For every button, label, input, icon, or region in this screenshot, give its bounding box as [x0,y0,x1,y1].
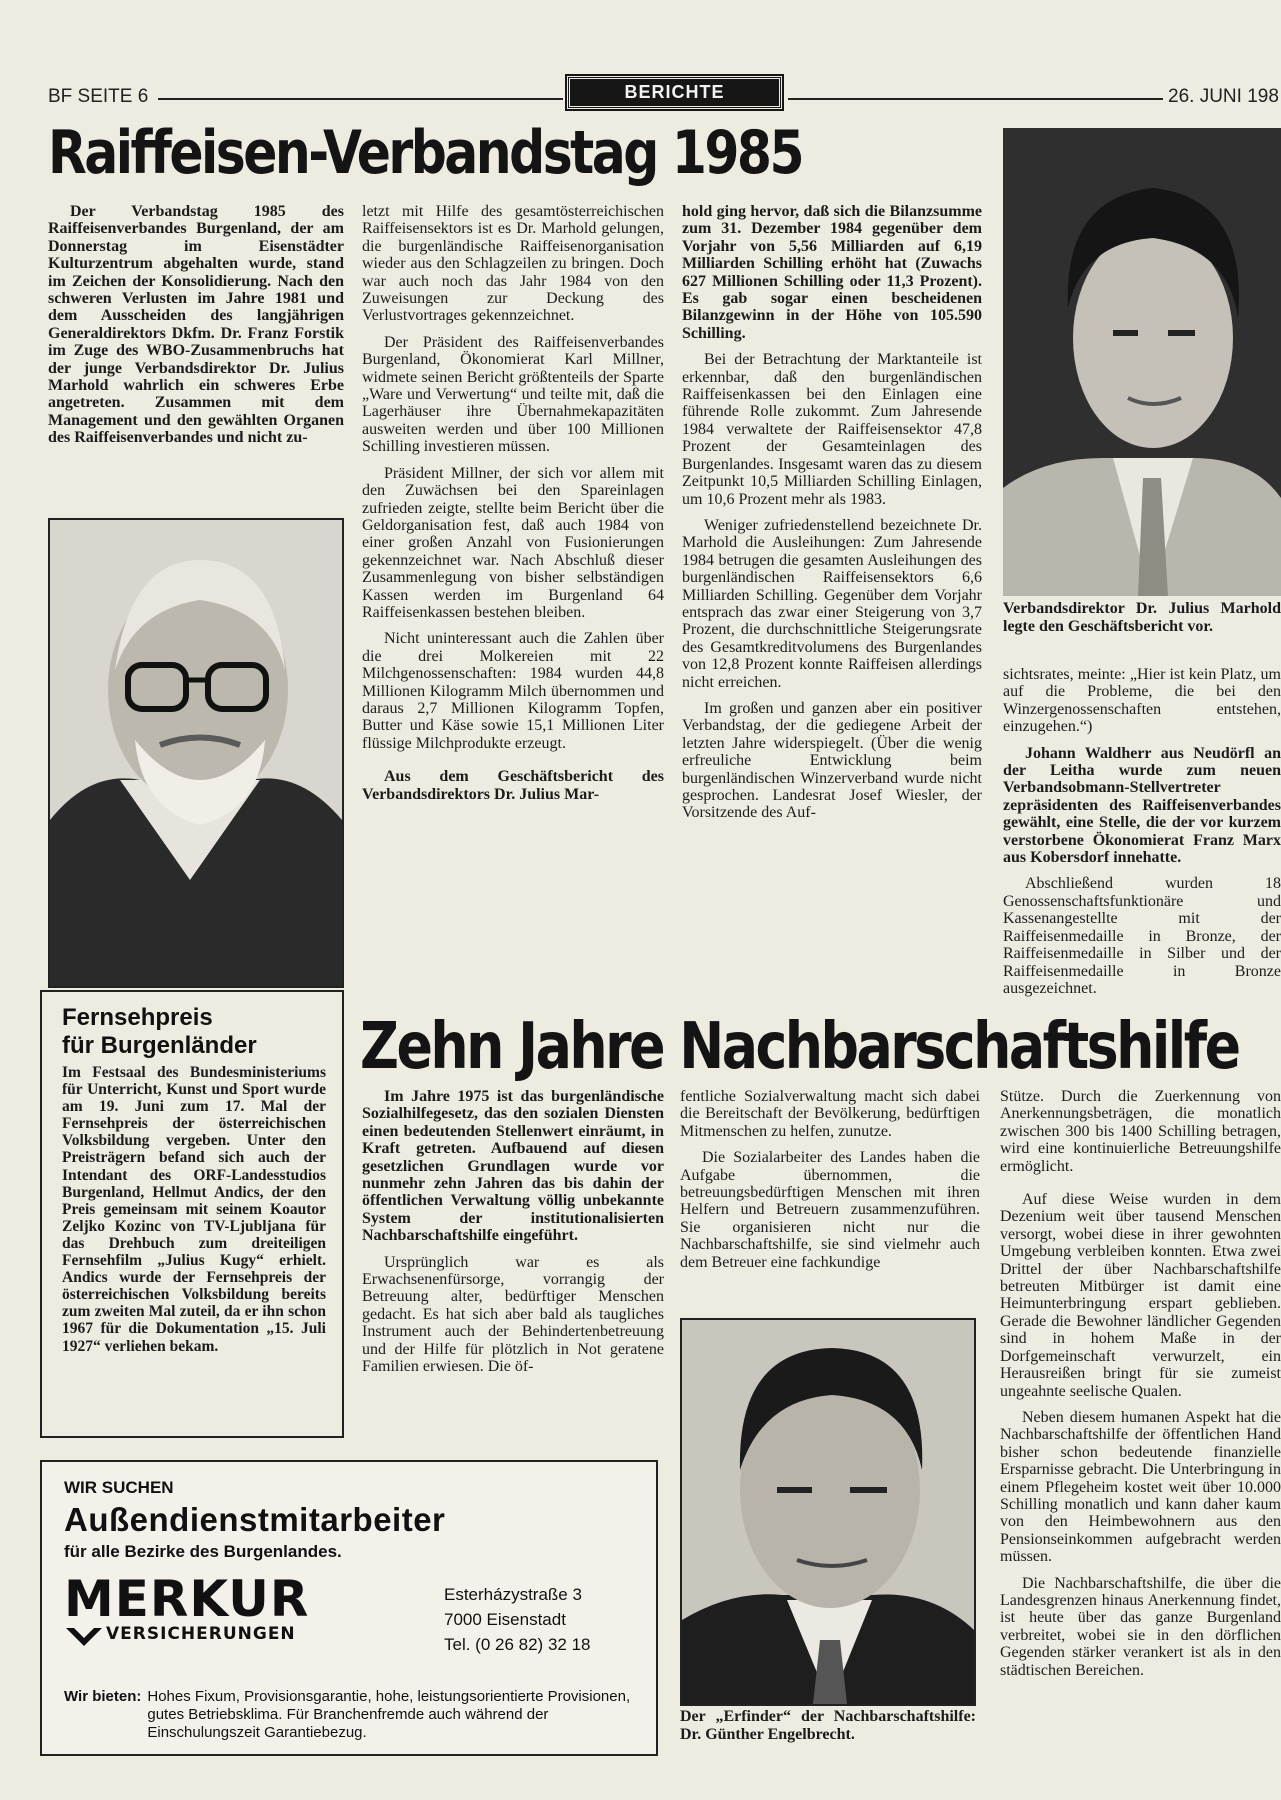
fernsehpreis-body: Im Festsaal des Bundesministeriums für Unterricht, Kunst und Sport wurde am 19. Juni zum 17. Mal der Fernsehpreis der österreichischen Volksbildung vergeben. Unter den Preisträgern befand sich auch der Intendant des ORF-Landesstudios Burgenland, Hellmut Andics, der den Preis gemeinsam mit seinem Koautor Zeljko Kozinc von TV-Ljubljana für das Drehbuch zum dreiteiligen Fernsehfilm „Julius Kugy“ erhielt. Andics wurde der Fernsehpreis der österreichischen Volksbildung bereits zum zweiten Mal zuteil, da er ihn schon 1967 für die Dokumentation „15. Juli 1927“ verliehen bekam. [62,1064,326,1355]
ad-position: Außendienstmitarbeiter [64,1501,446,1538]
article1-paragraph: hold ging hervor, daß sich die Bilanzsumme zum 31. Dezember 1984 gegenüber dem Vorjahr von 5,56 Milliarden auf 6,19 Milliarden Schilling erhöht hat (Zuwachs 627 Millionen Schilling oder 11,3 Prozent). Es gab sogar einen bescheidenen Bilanzgewinn in der Höhe von 105.590 Schilling. [682,203,982,342]
ad-offer-text: Hohes Fixum, Provisionsgarantie, hohe, leistungsorientierte Provisionen, gutes Betriebsklima. Für Branchenfremde auch während der Einschulungszeit Garantiebezug. [147,1688,631,1741]
article2-column-2 [680,1088,980,1280]
article2-paragraph: Stütze. Durch die Zuerkennung von Anerkennungsbeträgen, die monatlich zwischen 300 bis 1400 Schilling betragen, wird eine kontinuierliche Betreuungshilfe ermöglicht. [1000,1088,1281,1175]
article2-column-3 [1000,1088,1281,1688]
article-headline: Zehn Jahre Nachbarschaftshilfe [360,1010,1239,1084]
ad-wir-suchen: WIR SUCHEN [64,1478,174,1497]
article2-paragraph: Die Sozialarbeiter des Landes haben die Aufgabe übernommen, die betreuungsbedürftigen Menschen mit ihren Helfern und Betreuern zusammenzuführen. Sie organisieren nicht nur die Nachbarschaftshilfe, sie sind vielmehr auch dem Betreuer eine fachkundige [680,1149,980,1271]
article2-paragraph: Neben diesem humanen Aspekt hat die Nachbarschaftshilfe der öffentlichen Hand bisher schon bedeutende finanzielle Ersparnisse gebracht. Die Unterbringung in einem Pflegeheim kostet weit über 10.000 Schilling monatlich und kann daher kaum von den Heimbewohnern aus den Pensionseinkommen aufgebracht werden müssen. [1000,1408,1281,1566]
article2-column-1 [362,1088,664,1385]
article2-paragraph: Ursprünglich war es als Erwachsenenfürsorge, vorrangig der Betreuung alter, bedürftiger Menschen gedacht. Es hat sich aber bald als taugliches Instrument auch der Behindertenbetreuung und der Hilfe für plötzlich in Not geratene Familien erwiesen. Die öf- [362,1253,664,1376]
article1-paragraph: Aus dem Geschäftsbericht des Verbandsdirektors Dr. Julius Mar- [362,768,664,803]
article1-paragraph: Der Präsident des Raiffeisenverbandes Burgenland, Ökonomierat Karl Millner, widmete seinen Bericht größtenteils der Sparte „Ware und Verwertung“ und teilte mit, daß die Lagerhäuser ihre Übernahmekapazitäten ausweiten werden und über 100 Millionen Schilling investieren müssen. [362,333,664,456]
ad-region: für alle Bezirke des Burgenlandes. [64,1542,342,1561]
portrait-illustration [682,1320,974,1704]
article2-paragraph: Auf diese Weise wurden in dem Dezenium weit über tausend Menschen versorgt, wobei diese in ihrer gewohnten Umgebung verbleiben konnten. Etwa zwei Drittel der über Nachbarschaftshilfe betreuten Mitbürger ist damit eine Heimunterbringung erspart geblieben. Gerade die Bewohner ländlicher Gegenden sind in hohem Maße in der Dorfgemeinschaft verwurzelt, ein Herausreißen bringt für sie zumeist ungeahnte seelische Qualen. [1000,1191,1281,1400]
ad-address-city: 7000 Eisenstadt [444,1610,566,1629]
portrait-illustration [1003,128,1281,596]
article1-paragraph: Weniger zufriedenstellend bezeichnete Dr. Marhold die Ausleihungen: Zum Jahresende 1984 betrugen die gesamten Ausleihungen des burgenländischen Raiffeisensektors 6,6 Milliarden Schilling. Gegenüber dem Vorjahr entsprach das zwar einer Steigerung von 3,7 Prozent, die durchschnittliche Steigerungsrate des Gesamtkreditvolumens des Burgenlandes von 12,8 Prozent konnte Raiffeisen allerdings nicht erreichen. [682,516,982,691]
job-advertisement [40,1460,658,1756]
portrait-photo-left [48,518,344,988]
ad-address-street: Esterházystraße 3 [444,1585,582,1604]
ad-phone: Tel. (0 26 82) 32 18 [444,1635,591,1654]
header-rule-right [788,98,1163,100]
article1-column-4 [1003,666,1281,1006]
article1-column-2 [362,203,664,812]
merkur-brand: MERKUR [64,1570,310,1628]
photo-caption-right: Verbandsdirektor Dr. Julius Marhold legte den Geschäftsbericht vor. [1003,600,1281,635]
fernsehpreis-box [40,990,344,1438]
article1-paragraph: Johann Waldherr aus Neudörfl an der Leitha wurde zum neuen Verbandsobmann-Stellvertreter zepräsidenten des Raiffeisenverbandes gewählt, eine Stelle, die der vor kurzem verstorbene Ökonomierat Franz Marx aus Kobersdorf innehatte. [1003,744,1281,867]
article2-paragraph: Die Nachbarschaftshilfe, die über die Landesgrenzen hinaus Anerkennung findet, ist heute über das ganze Burgenland verbreitet, wobei sie in den dörflichen Gegenden stärker verankert ist als in den städtischen Bereichen. [1000,1574,1281,1679]
fernsehpreis-title-line-2: für Burgenländer [62,1032,257,1059]
article1-paragraph: sichtsrates, meinte: „Hier ist kein Platz, um auf die Probleme, die bei den Winzergenossenschaften entstehen, einzugehen.“) [1003,666,1281,736]
merkur-emblem-icon [64,1626,104,1648]
article1-paragraph: letzt mit Hilfe des gesamtösterreichischen Raiffeisensektors ist es Dr. Marhold gelungen, die burgenländische Raiffeisenorganisation wieder aus den Schlagzeilen zu bringen. Doch war auch noch das Jahr 1984 von den Zuweisungen zur Deckung des Verlustvortrages gekennzeichnet. [362,203,664,325]
photo-caption-engelbrecht: Der „Erfinder“ der Nachbarschaftshilfe: Dr. Günther Engelbrecht. [680,1708,976,1743]
article1-column-3 [682,203,982,831]
header-date: 26. JUNI 198 [1168,86,1279,107]
portrait-illustration [50,520,342,986]
article1-paragraph: Nicht uninteressant auch die Zahlen über die drei Molkereien mit 22 Milchgenossenschaften: 1984 wurden 44,8 Millionen Kilogramm Milch übernommen und daraus 2,7 Millionen Kilogramm Topfen, Butter und Käse sowie 15,1 Millionen Liter flüssige Milchprodukte erzeugt. [362,630,664,752]
article1-paragraph: Abschließend wurden 18 Genossenschaftsfunktionäre und Kassenangestellte mit der Raiffeisenmedaille in Bronze, der Raiffeisenmedaille in Silber und der Raiffeisenmedaille in Bronze ausgezeichnet. [1003,875,1281,997]
article1-paragraph: Im großen und ganzen aber ein positiver Verbandstag, der die gediegene Arbeit der letzten Jahre widerspiegelt. (Über die wenig erfreuliche Entwicklung beim burgenländischen Winzerverband wurde nicht gesprochen. Landesrat Josef Wiesler, der Vorsitzende des Auf- [682,699,982,822]
merkur-brand-sub: VERSICHERUNGEN [106,1624,296,1644]
portrait-photo-engelbrecht [680,1318,976,1706]
article2-paragraph: fentliche Sozialverwaltung macht sich dabei die Bereitschaft der Bevölkerung, bedürftigen Mitmenschen zu helfen, zunutze. [680,1088,980,1140]
page-label: BF SEITE 6 [48,86,149,107]
article1-column-1 [48,203,344,456]
article1-paragraph: Der Verbandstag 1985 des Raiffeisenverbandes Burgenland, der am Donnerstag im Eisenstädter Kulturzentrum abgehalten wurde, stand im Zeichen der Konsolidierung. Nach den schweren Verlusten im Jahre 1981 und dem Ausscheiden des langjährigen Generaldirektors Dkfm. Dr. Franz Forstik im Zuge des WBO-Zusammenbruchs hat der junge Verbandsdirektor Dr. Julius Marhold wahrlich ein schweres Erbe angetreten. Zusammen mit dem Management und den gewählten Organen des Raiffeisenverbandes und nicht zu- [48,203,344,447]
article-headline: Raiffeisen-Verbandstag 1985 [48,118,803,188]
ad-offer-label: Wir bieten: [64,1688,142,1705]
article1-paragraph: Bei der Betrachtung der Marktanteile ist erkennbar, daß den burgenländischen Raiffeisenkassen bei den Einlagen eine führende Rolle zukommt. Zum Jahresende 1984 verwaltete der Raiffeisensektor 47,8 Prozent der Gesamteinlagen des Burgenlandes. Insgesamt waren das zu diesem Zeitpunkt 10,5 Milliarden Schilling Einlagen, um 10,6 Prozent mehr als 1983. [682,351,982,508]
portrait-photo-right [1003,128,1281,596]
header-rule-left [158,98,563,100]
article1-paragraph: Präsident Millner, der sich vor allem mit den Zuwächsen bei den Spareinlagen zufrieden zeigte, stellte beim Bericht über die Geldorganisation fest, daß auch 1984 von einer großen Anzahl von Fusionierungen gekennzeichnet war. Nach Abschluß dieser Zusammenlegung von bisher selbständigen Kassen werden im Burgenland 64 Raiffeisenkassen bestehen bleiben. [362,464,664,621]
section-label: BERICHTE [624,82,725,102]
article2-paragraph: Im Jahre 1975 ist das burgenländische Sozialhilfegesetz, das den sozialen Diensten einen bedeutenden Stellenwert einräumt, in Kraft getreten. Aufbauend auf diesen gesetzlichen Grundlagen wurde vor nunmehr zehn Jahren das bis dahin der öffentlichen Verwaltung völlig unbekannte System der institutionalisierten Nachbarschaftshilfe eingeführt. [362,1088,664,1245]
fernsehpreis-title-line-1: Fernsehpreis [62,1004,213,1031]
section-badge [567,76,782,109]
merkur-logo [64,1570,404,1644]
